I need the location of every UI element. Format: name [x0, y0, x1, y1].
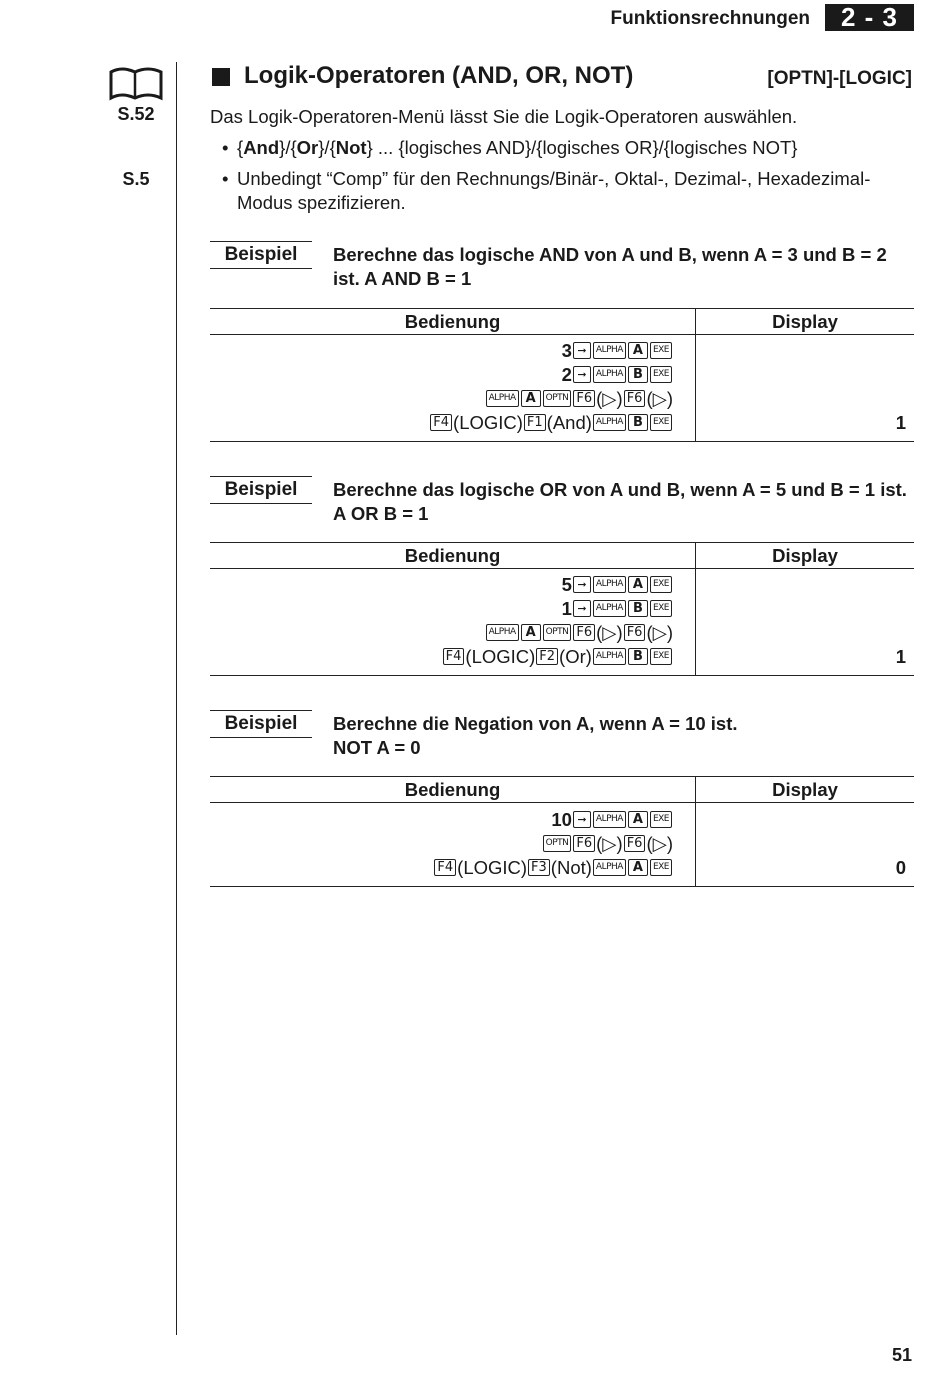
alpha-key: ALPHA — [486, 390, 519, 407]
page-title: Logik-Operatoren (AND, OR, NOT) — [244, 62, 634, 89]
operation-table — [210, 542, 914, 676]
f6-key: F6 — [573, 835, 595, 852]
a-key: A — [521, 624, 541, 641]
operation-table — [210, 776, 914, 887]
alpha-key: ALPHA — [593, 811, 626, 828]
exe-key: EXE — [650, 342, 672, 359]
column-header-display: Display — [696, 777, 915, 803]
f6-key: F6 — [624, 624, 646, 641]
not-label: Not — [335, 137, 367, 158]
arrow-key: ➞ — [573, 600, 591, 617]
example-text: Berechne das logische OR von A und B, wenn A = 5 und B = 1 ist. A OR B = 1 — [333, 479, 907, 524]
alpha-key: ALPHA — [593, 414, 626, 431]
f6-key: F6 — [573, 390, 595, 407]
b-key: B — [628, 414, 648, 431]
b-key: B — [628, 648, 648, 665]
heading-square-icon — [212, 68, 230, 86]
b-key: B — [628, 600, 648, 617]
arrow-key: ➞ — [573, 811, 591, 828]
a-key: A — [628, 342, 648, 359]
text: (▷) — [596, 388, 623, 409]
section-title: Funktionsrechnungen — [610, 8, 810, 29]
page-number: 51 — [891, 1345, 912, 1365]
text: (And) — [546, 412, 592, 433]
arrow-key: ➞ — [573, 342, 591, 359]
margin-ref-s52: S.52 — [117, 104, 155, 124]
f6-key: F6 — [624, 390, 646, 407]
optn-key: OPTN — [543, 835, 572, 852]
exe-key: EXE — [650, 366, 672, 383]
a-key: A — [628, 811, 648, 828]
example-label: Beispiel — [210, 476, 312, 504]
column-header-display: Display — [696, 309, 915, 335]
f1-key: F1 — [524, 414, 546, 431]
alpha-key: ALPHA — [593, 859, 626, 876]
bullet-mode: • Unbedingt “Comp” für den Rechnungs/Binär-, Oktal-, Dezimal-, Hexadezimal-Modus spezifizieren. — [222, 167, 912, 215]
alpha-key: ALPHA — [593, 648, 626, 665]
key-hint: [OPTN]-[LOGIC] — [767, 68, 912, 89]
column-header-operation: Bedienung — [210, 777, 696, 803]
margin-rule — [176, 62, 177, 1335]
display-result: 1 — [895, 412, 906, 433]
exe-key: EXE — [650, 648, 672, 665]
exe-key: EXE — [650, 811, 672, 828]
text: (▷) — [646, 622, 673, 643]
text: (Not) — [550, 857, 592, 878]
example-text-result: NOT A = 0 — [333, 737, 421, 758]
margin-ref-s5: S.5 — [122, 169, 150, 189]
alpha-key: ALPHA — [593, 576, 626, 593]
bullet-operators: • {And}/{Or}/{Not} ... {logisches AND}/{logisches OR}/{logisches NOT} — [222, 137, 798, 158]
and-label: And — [243, 137, 280, 158]
b-key: B — [628, 366, 648, 383]
optn-key: OPTN — [543, 390, 572, 407]
alpha-key: ALPHA — [486, 624, 519, 641]
example-label: Beispiel — [210, 710, 312, 738]
text: (LOGIC) — [465, 646, 536, 667]
chapter-badge: 2 - 3 — [825, 4, 914, 31]
exe-key: EXE — [650, 414, 672, 431]
alpha-key: ALPHA — [593, 366, 626, 383]
f6-key: F6 — [624, 835, 646, 852]
column-header-display: Display — [696, 543, 915, 569]
column-header-operation: Bedienung — [210, 543, 696, 569]
operation-table — [210, 308, 914, 442]
arrow-key: ➞ — [573, 366, 591, 383]
text: (▷) — [596, 833, 623, 854]
f4-key: F4 — [443, 648, 465, 665]
f3-key: F3 — [528, 859, 550, 876]
arrow-key: ➞ — [573, 576, 591, 593]
f4-key: F4 — [434, 859, 456, 876]
text: (▷) — [646, 833, 673, 854]
bullet-desc: ... {logisches AND}/{logisches OR}/{logisches NOT} — [372, 137, 798, 158]
exe-key: EXE — [650, 600, 672, 617]
display-result: 0 — [895, 857, 906, 878]
example-label: Beispiel — [210, 241, 312, 269]
bullet-mode-text: Unbedingt “Comp” für den Rechnungs/Binär-, Oktal-, Dezimal-, Hexadezimal-Modus spezifizieren. — [237, 168, 871, 213]
display-result: 1 — [895, 646, 906, 667]
optn-key: OPTN — [543, 624, 572, 641]
text: 1 — [561, 598, 572, 619]
f4-key: F4 — [430, 414, 452, 431]
alpha-key: ALPHA — [593, 600, 626, 617]
text: 5 — [561, 574, 572, 595]
exe-key: EXE — [650, 576, 672, 593]
text: 10 — [551, 809, 572, 830]
text: (Or) — [559, 646, 592, 667]
exe-key: EXE — [650, 859, 672, 876]
f2-key: F2 — [536, 648, 558, 665]
a-key: A — [628, 576, 648, 593]
text: (▷) — [646, 388, 673, 409]
f6-key: F6 — [573, 624, 595, 641]
a-key: A — [521, 390, 541, 407]
text: (▷) — [596, 622, 623, 643]
text: (LOGIC) — [457, 857, 528, 878]
example-text: Berechne die Negation von A, wenn A = 10 ist. — [333, 713, 738, 734]
book-icon — [108, 64, 164, 102]
example-text: Berechne das logische AND von A und B, wenn A = 3 und B = 2 ist. A AND B = 1 — [333, 244, 887, 289]
text: 2 — [561, 364, 572, 385]
text: (LOGIC) — [453, 412, 523, 433]
intro-text: Das Logik-Operatoren-Menü lässt Sie die Logik-Operatoren auswählen. — [210, 106, 798, 127]
or-label: Or — [296, 137, 319, 158]
text: 3 — [561, 340, 572, 361]
column-header-operation: Bedienung — [210, 309, 696, 335]
alpha-key: ALPHA — [593, 342, 626, 359]
a-key: A — [628, 859, 648, 876]
